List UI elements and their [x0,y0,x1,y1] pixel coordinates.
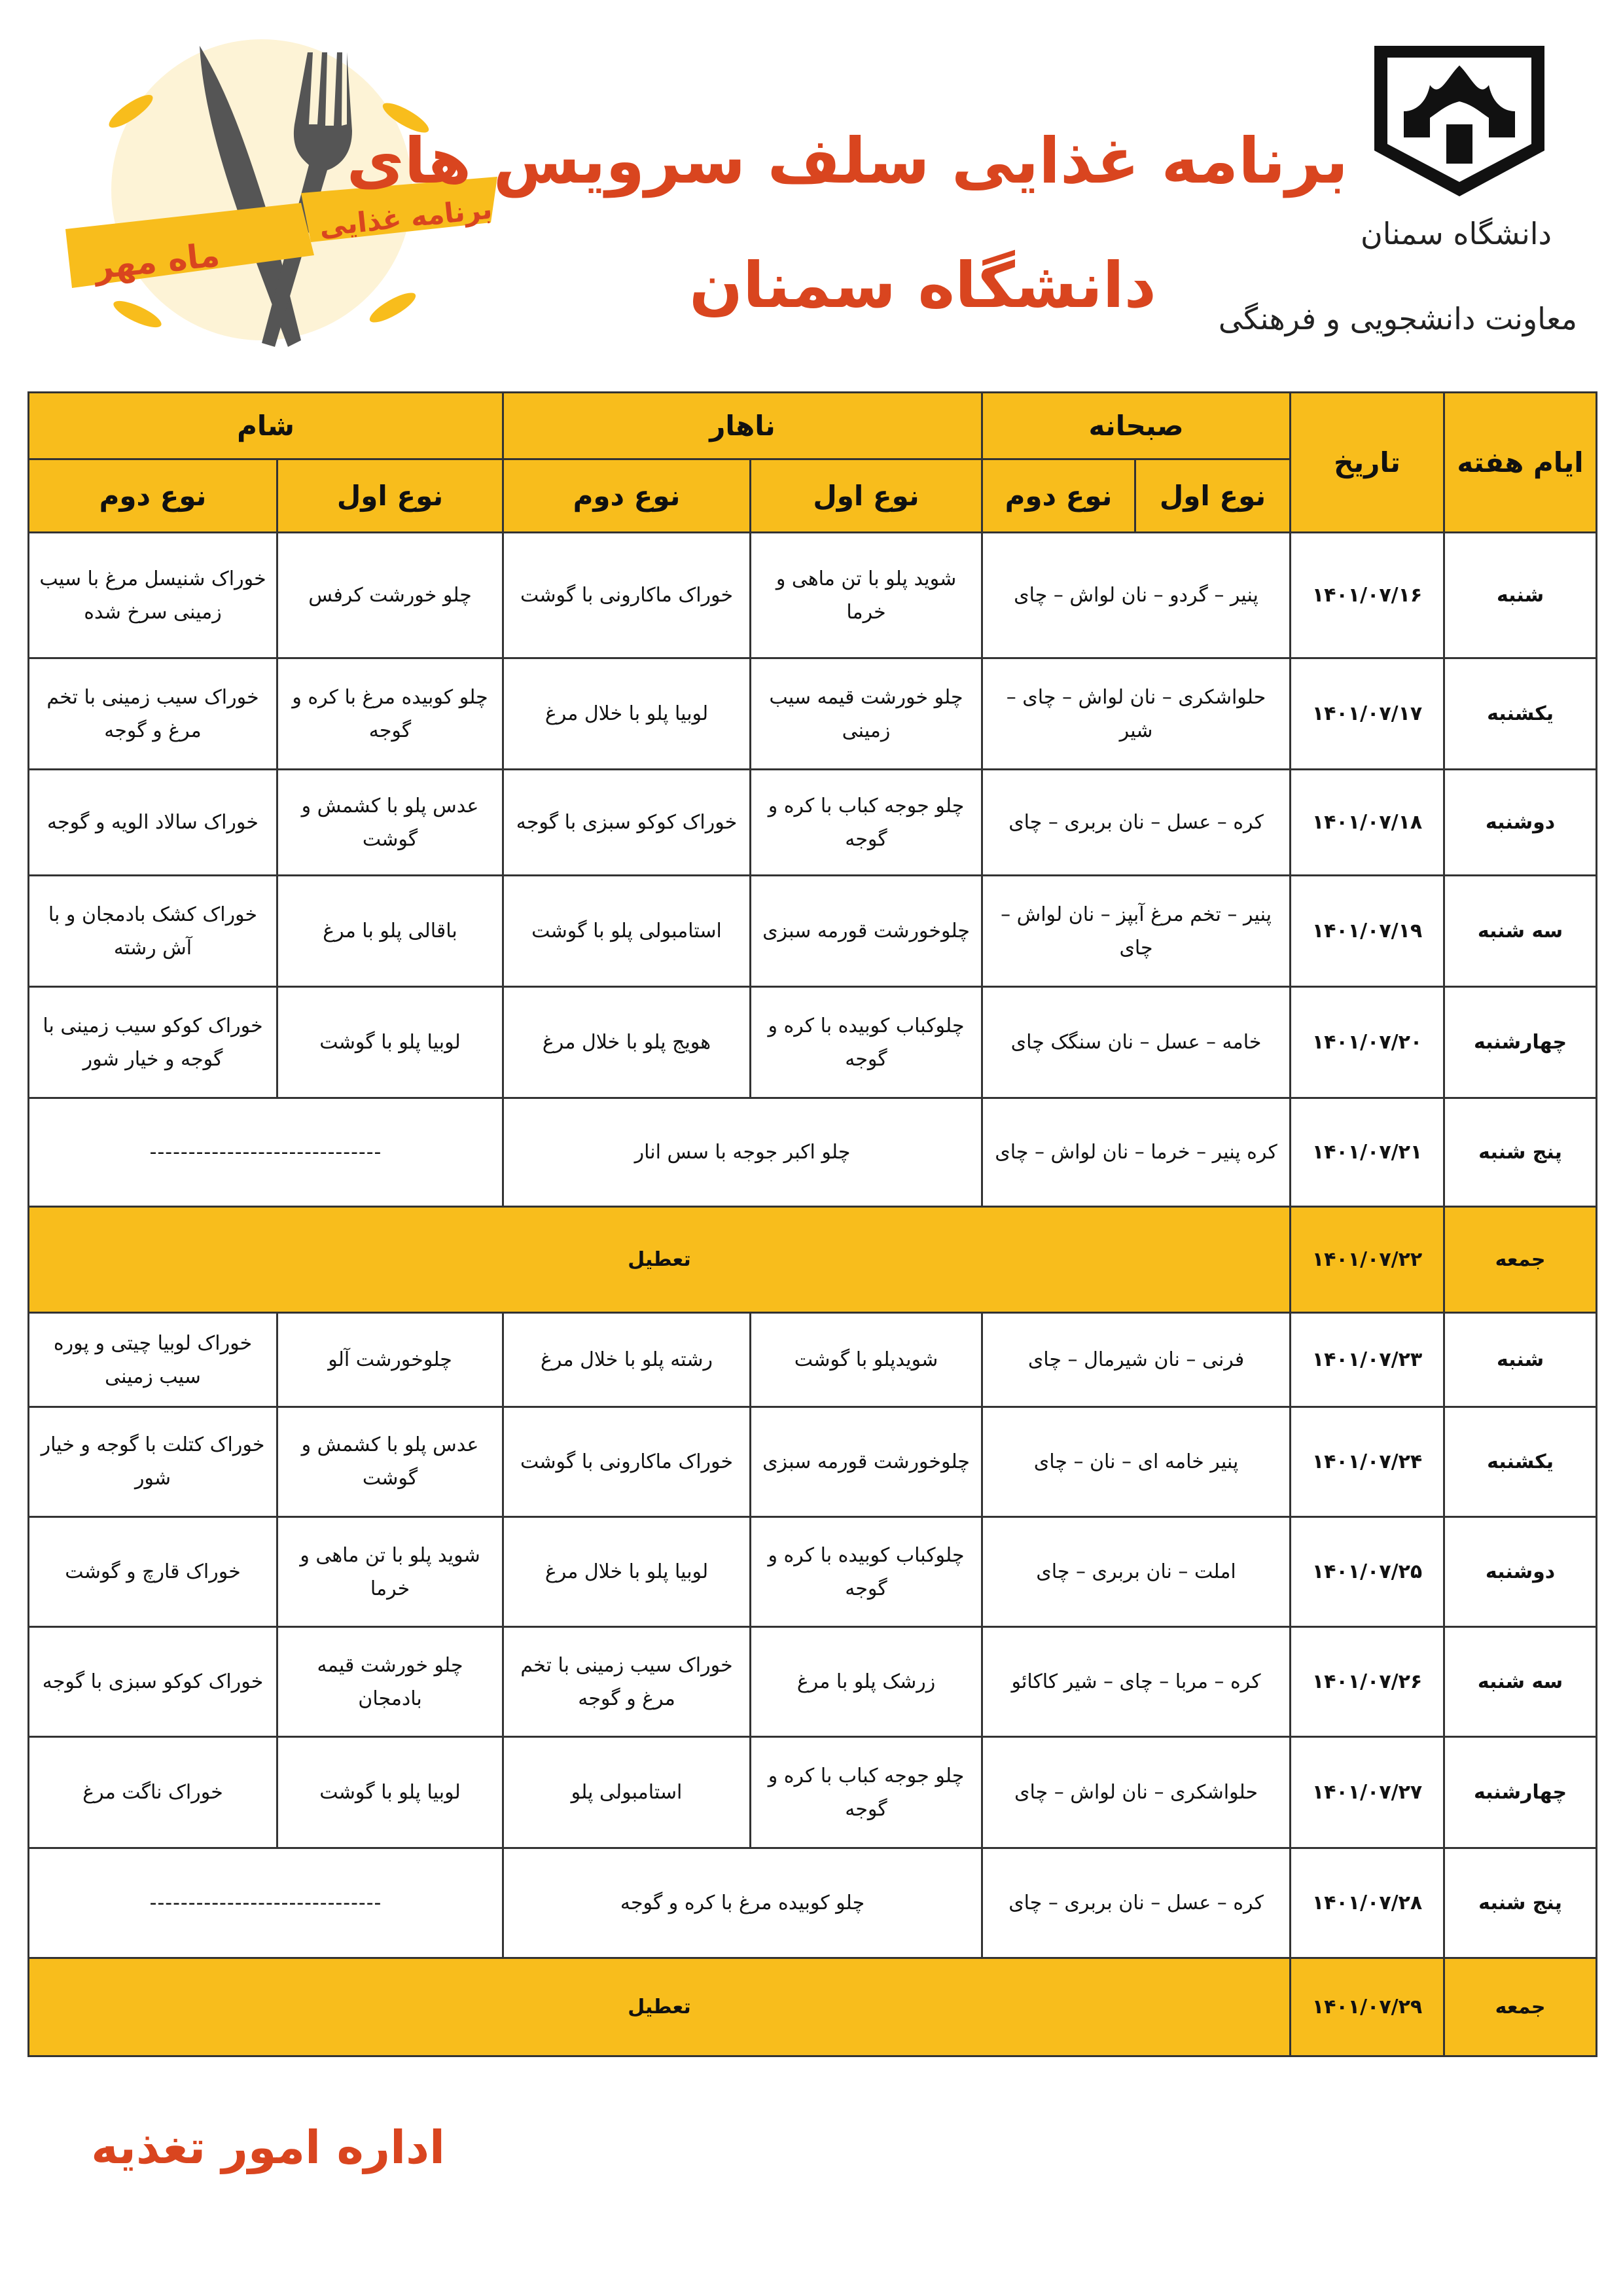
dinner-type1-cell: لوبیا پلو با گوشت [277,987,503,1098]
date-cell: ۱۴۰۱/۰۷/۲۸ [1291,1848,1444,1958]
university-logo-icon [1368,39,1551,203]
dinner-type1-cell: عدس پلو با کشمش و گوشت [277,1407,503,1516]
header-dinner-type2: نوع دوم [29,459,277,533]
breakfast-cell: املت – نان بربری – چای [982,1517,1291,1627]
day-cell: شنبه [1444,533,1597,658]
lunch-type2-cell: استامبولی پلو [503,1737,751,1848]
lunch-type1-cell: چلوخورشت قورمه سبزی [751,876,982,987]
header-lunch: ناهار [503,393,982,459]
lunch-type2-cell: خوراک ماکارونی با گوشت [503,533,751,658]
table-row [29,770,1597,876]
lunch-type1-cell: چلو خورشت قیمه سیب زمینی [751,658,982,770]
table-row [29,1958,1597,2056]
dinner-type2-cell: خوراک لوبیا چیتی و پوره سیب زمینی [29,1313,277,1407]
lunch-type2-cell: خوراک کوکو سبزی با گوجه [503,770,751,876]
header-breakfast: صبحانه [982,393,1291,459]
day-cell: یکشنبه [1444,1407,1597,1516]
lunch-type2-cell: لوبیا پلو با خلال مرغ [503,1517,751,1627]
dinner-type1-cell: چلو خورشت کرفس [277,533,503,658]
university-department: معاونت دانشجویی و فرهنگی [1218,301,1577,336]
dinner-type2-cell: خوراک سیب زمینی با تخم مرغ و گوجه [29,658,277,770]
ribbon-title: برنامه غذایی [317,192,494,243]
lunch-cell: چلو اکبر جوجه با سس انار [503,1098,982,1207]
date-cell: ۱۴۰۱/۰۷/۲۳ [1291,1313,1444,1407]
day-cell: چهارشنبه [1444,987,1597,1098]
page-header [0,0,1623,367]
dinner-type1-cell: شوید پلو با تن ماهی و خرما [277,1517,503,1627]
date-cell: ۱۴۰۱/۰۷/۲۴ [1291,1407,1444,1516]
day-cell: سه شنبه [1444,876,1597,987]
dinner-type2-cell: خوراک کوکو سبزی با گوجه [29,1627,277,1737]
date-cell: ۱۴۰۱/۰۷/۲۰ [1291,987,1444,1098]
menu-table [27,391,1597,2057]
dinner-type1-cell: چلوخورشت آلو [277,1313,503,1407]
header-breakfast-type2: نوع دوم [982,459,1135,533]
table-row [29,876,1597,987]
ribbon-month: ماه مهر [92,236,222,287]
breakfast-cell: فرنی – نان شیرمال – چای [982,1313,1291,1407]
date-cell: ۱۴۰۱/۰۷/۱۹ [1291,876,1444,987]
header-date: تاریخ [1291,393,1444,533]
dinner-type2-cell: خوراک کوکو سیب زمینی با گوجه و خیار شور [29,987,277,1098]
breakfast-cell: پنیر – گردو – نان لواش – چای [982,533,1291,658]
header-breakfast-type1: نوع اول [1135,459,1291,533]
breakfast-cell: پنیر – تخم مرغ آبپز – نان لواش – چای [982,876,1291,987]
lunch-type1-cell: چلوخورشت قورمه سبزی [751,1407,982,1516]
lunch-type1-cell: شوید پلو با تن ماهی و خرما [751,533,982,658]
dinner-type1-cell: لوبیا پلو با گوشت [277,1737,503,1848]
table-row [29,1627,1597,1737]
holiday-cell: تعطیل [29,1207,1291,1313]
date-cell: ۱۴۰۱/۰۷/۲۵ [1291,1517,1444,1627]
dinner-type2-cell: خوراک ناگت مرغ [29,1737,277,1848]
breakfast-cell: کره – عسل – نان بربری – چای [982,1848,1291,1958]
lunch-type2-cell: هویج پلو با خلال مرغ [503,987,751,1098]
day-cell: سه شنبه [1444,1627,1597,1737]
day-cell: چهارشنبه [1444,1737,1597,1848]
table-row [29,1737,1597,1848]
page-title-line1: برنامه غذایی سلف سرویس های [346,124,1348,198]
date-cell: ۱۴۰۱/۰۷/۱۸ [1291,770,1444,876]
lunch-type1-cell: زرشک پلو با مرغ [751,1627,982,1737]
breakfast-cell: پنیر خامه ای – نان – چای [982,1407,1291,1516]
dinner-type2-cell: خوراک کتلت با گوجه و خیار شور [29,1407,277,1516]
breakfast-cell: کره – عسل – نان بربری – چای [982,770,1291,876]
lunch-type1-cell: چلوکباب کوبیده با کره و گوجه [751,1517,982,1627]
lunch-type2-cell: استامبولی پلو با گوشت [503,876,751,987]
dinner-type1-cell: عدس پلو با کشمش و گوشت [277,770,503,876]
dinner-type2-cell: خوراک سالاد الویه و گوجه [29,770,277,876]
holiday-cell: تعطیل [29,1958,1291,2056]
lunch-type2-cell: خوراک سیب زمینی با تخم مرغ و گوجه [503,1627,751,1737]
day-cell: پنج شنبه [1444,1098,1597,1207]
dinner-type1-cell: چلو خورشت قیمه بادمجان [277,1627,503,1737]
dinner-type2-cell: خوراک شنیسل مرغ با سیب زمینی سرخ شده [29,533,277,658]
table-row [29,1407,1597,1516]
dinner-type1-cell: چلو کوبیده مرغ با کره و گوجه [277,658,503,770]
university-name: دانشگاه سمنان [1360,216,1552,251]
header-dinner: شام [29,393,503,459]
day-cell: دوشنبه [1444,770,1597,876]
dinner-type2-cell: خوراک کشک بادمجان و با آش رشته [29,876,277,987]
dinner-cell: ------------------------------ [29,1098,503,1207]
date-cell: ۱۴۰۱/۰۷/۲۷ [1291,1737,1444,1848]
lunch-type1-cell: چلوکباب کوبیده با کره و گوجه [751,987,982,1098]
date-cell: ۱۴۰۱/۰۷/۱۷ [1291,658,1444,770]
breakfast-cell: کره پنیر – خرما – نان لواش – چای [982,1098,1291,1207]
day-cell: جمعه [1444,1958,1597,2056]
menu-table-wrapper [27,391,1596,2057]
table-row [29,1313,1597,1407]
menu-table-body [29,533,1597,2056]
table-row [29,987,1597,1098]
lunch-type1-cell: شویدپلو با گوشت [751,1313,982,1407]
header-dinner-type1: نوع اول [277,459,503,533]
day-cell: یکشنبه [1444,658,1597,770]
breakfast-cell: کره – مربا – چای – شیر کاکائو [982,1627,1291,1737]
lunch-type2-cell: خوراک ماکارونی با گوشت [503,1407,751,1516]
footer-office-name: اداره امور تغذیه [91,2121,445,2174]
lunch-type1-cell: چلو جوجه کباب با کره و گوجه [751,770,982,876]
lunch-type2-cell: رشته پلو با خلال مرغ [503,1313,751,1407]
lunch-cell: چلو کوبیده مرغ با کره و گوجه [503,1848,982,1958]
table-row [29,1098,1597,1207]
dinner-type1-cell: باقالی پلو با مرغ [277,876,503,987]
day-cell: شنبه [1444,1313,1597,1407]
date-cell: ۱۴۰۱/۰۷/۲۶ [1291,1627,1444,1737]
breakfast-cell: خامه – عسل – نان سنگک چای [982,987,1291,1098]
breakfast-cell: حلواشکری – نان لواش – چای [982,1737,1291,1848]
dinner-cell: ------------------------------ [29,1848,503,1958]
page-title-line2: دانشگاه سمنان [689,249,1156,322]
date-cell: ۱۴۰۱/۰۷/۲۲ [1291,1207,1444,1313]
breakfast-cell: حلواشکری – نان لواش – چای – شیر [982,658,1291,770]
table-row [29,1207,1597,1313]
day-cell: دوشنبه [1444,1517,1597,1627]
header-weekday: ایام هفته [1444,393,1597,533]
date-cell: ۱۴۰۱/۰۷/۲۱ [1291,1098,1444,1207]
date-cell: ۱۴۰۱/۰۷/۲۹ [1291,1958,1444,2056]
table-row [29,658,1597,770]
header-lunch-type2: نوع دوم [503,459,751,533]
table-row [29,533,1597,658]
header-lunch-type1: نوع اول [751,459,982,533]
lunch-type1-cell: چلو جوجه کباب با کره و گوجه [751,1737,982,1848]
dinner-type2-cell: خوراک قارچ و گوشت [29,1517,277,1627]
day-cell: جمعه [1444,1207,1597,1313]
day-cell: پنج شنبه [1444,1848,1597,1958]
lunch-type2-cell: لوبیا پلو با خلال مرغ [503,658,751,770]
table-row [29,1517,1597,1627]
table-row [29,1848,1597,1958]
date-cell: ۱۴۰۱/۰۷/۱۶ [1291,533,1444,658]
